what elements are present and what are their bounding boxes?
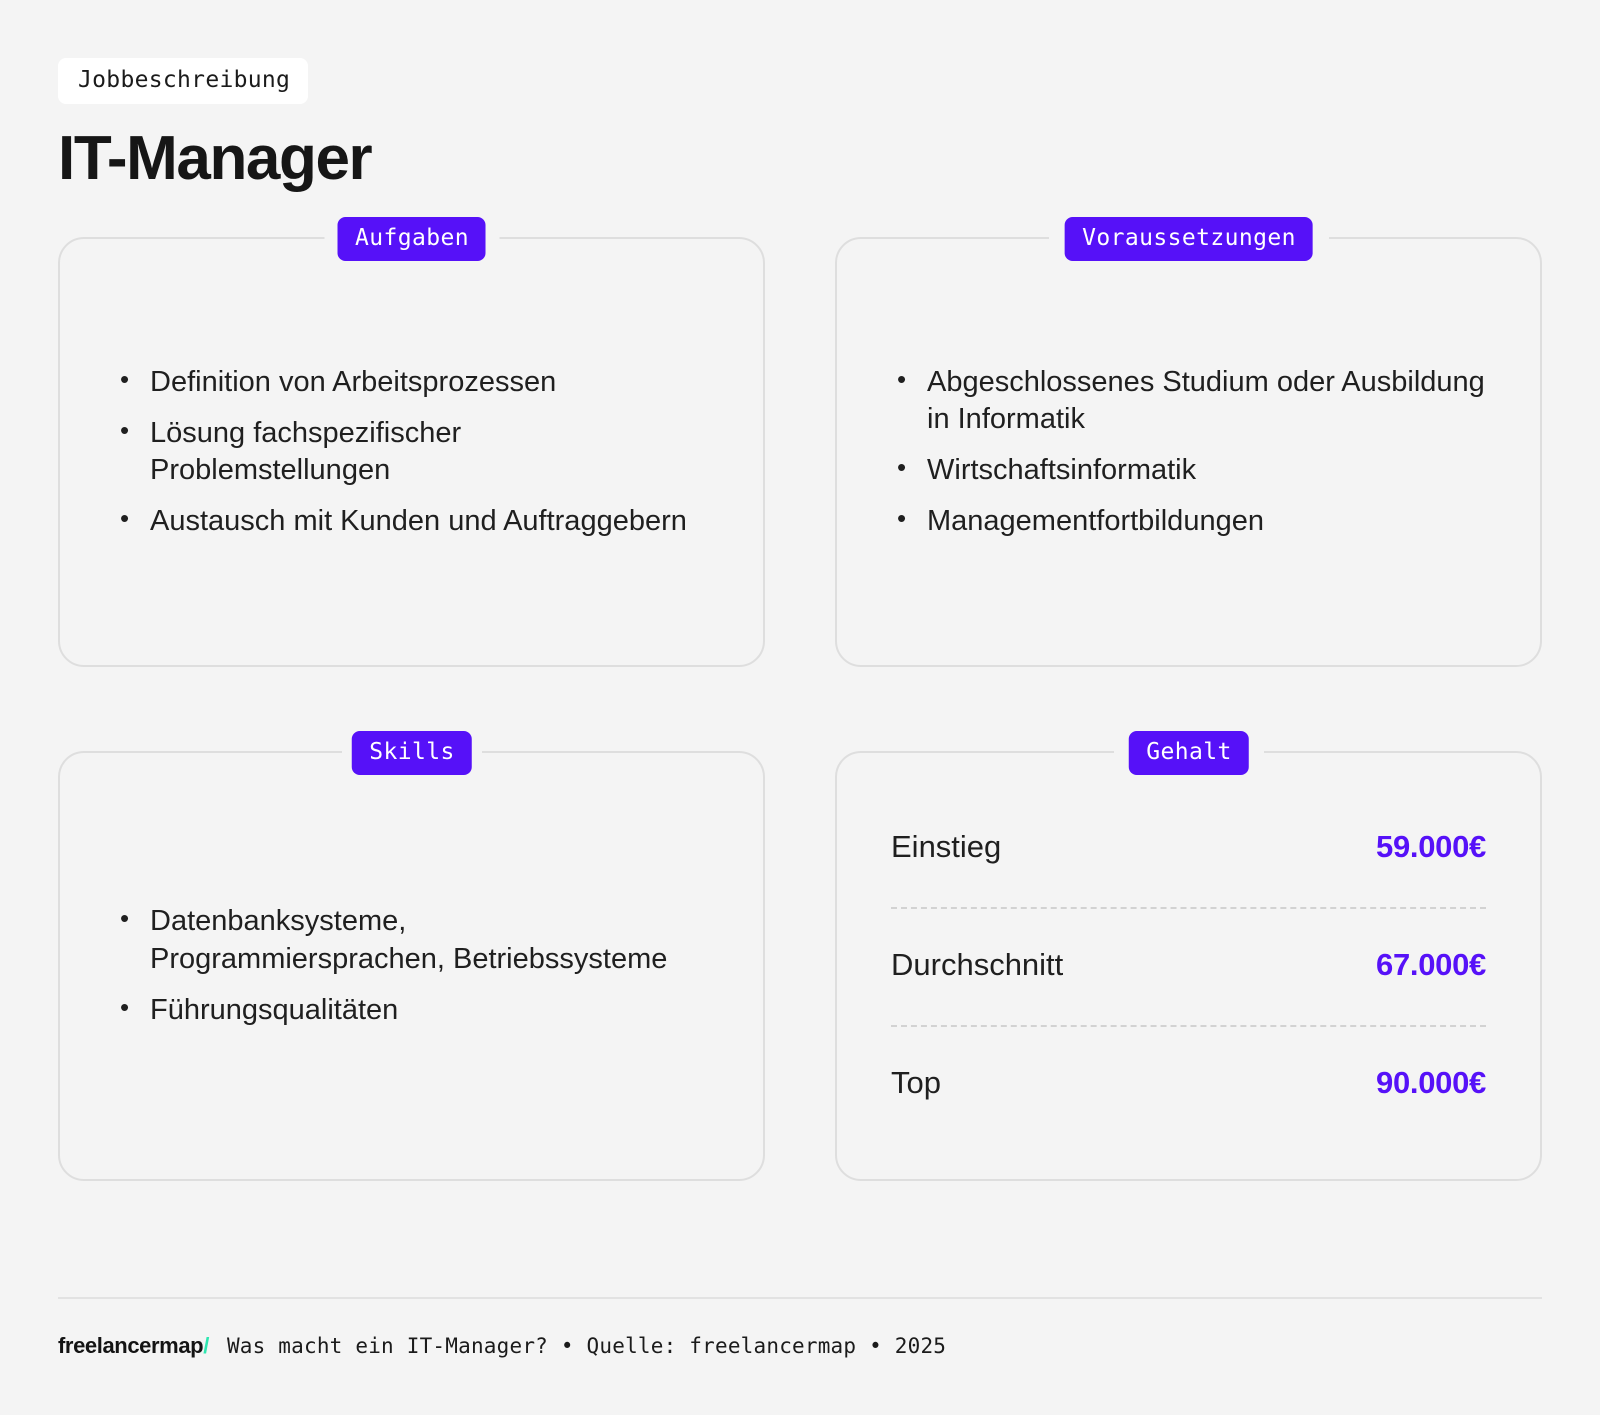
salary-label: Top bbox=[891, 1065, 941, 1101]
salary-divider bbox=[891, 1025, 1486, 1027]
list-item: • Abgeschlossenes Studium oder Ausbildung in Informatik bbox=[891, 364, 1486, 438]
page-header bbox=[0, 0, 1600, 191]
footer-divider bbox=[58, 1297, 1542, 1299]
card-requirements-body bbox=[835, 237, 1542, 667]
list-item: • Datenbanksysteme, Programmiersprachen, Betriebssysteme bbox=[114, 903, 709, 977]
card-tasks-chip: Aufgaben bbox=[337, 217, 486, 261]
eyebrow-badge: Jobbeschreibung bbox=[58, 58, 308, 104]
card-skills-body bbox=[58, 751, 765, 1181]
page-footer bbox=[58, 1297, 1542, 1359]
salary-list bbox=[891, 823, 1486, 1109]
requirements-list bbox=[891, 364, 1486, 540]
salary-row-entry bbox=[891, 823, 1486, 873]
card-requirements-chip: Voraussetzungen bbox=[1064, 217, 1313, 261]
list-item: • Lösung fachspezifischer Problemstellungen bbox=[114, 415, 709, 489]
brand-name: freelancermap bbox=[58, 1333, 204, 1358]
tasks-list bbox=[114, 364, 709, 540]
list-item: • Definition von Arbeitsprozessen bbox=[114, 364, 709, 401]
footer-source-text: Was macht ein IT-Manager? • Quelle: freelancermap • 2025 bbox=[226, 1334, 947, 1358]
brand-logo bbox=[58, 1333, 209, 1359]
salary-value: 59.000€ bbox=[1376, 829, 1486, 865]
cards-grid bbox=[58, 225, 1542, 1181]
skills-list bbox=[114, 903, 709, 1028]
salary-row-average bbox=[891, 941, 1486, 991]
card-skills-chip: Skills bbox=[351, 731, 471, 775]
card-skills bbox=[58, 739, 765, 1181]
list-item: • Führungsqualitäten bbox=[114, 992, 709, 1029]
card-requirements bbox=[835, 225, 1542, 667]
list-item: • Austausch mit Kunden und Auftraggebern bbox=[114, 503, 709, 540]
card-tasks bbox=[58, 225, 765, 667]
page-title: IT-Manager bbox=[58, 124, 372, 193]
salary-label: Durchschnitt bbox=[891, 947, 1064, 983]
salary-divider bbox=[891, 907, 1486, 909]
salary-label: Einstieg bbox=[891, 829, 1002, 865]
list-item: • Wirtschaftsinformatik bbox=[891, 452, 1486, 489]
list-item: • Managementfortbildungen bbox=[891, 503, 1486, 540]
brand-slash: / bbox=[203, 1333, 209, 1358]
card-salary-chip: Gehalt bbox=[1128, 731, 1248, 775]
salary-row-top bbox=[891, 1059, 1486, 1109]
card-tasks-body bbox=[58, 237, 765, 667]
card-salary-body bbox=[835, 751, 1542, 1181]
salary-value: 90.000€ bbox=[1376, 1065, 1486, 1101]
salary-value: 67.000€ bbox=[1376, 947, 1486, 983]
card-salary bbox=[835, 739, 1542, 1181]
